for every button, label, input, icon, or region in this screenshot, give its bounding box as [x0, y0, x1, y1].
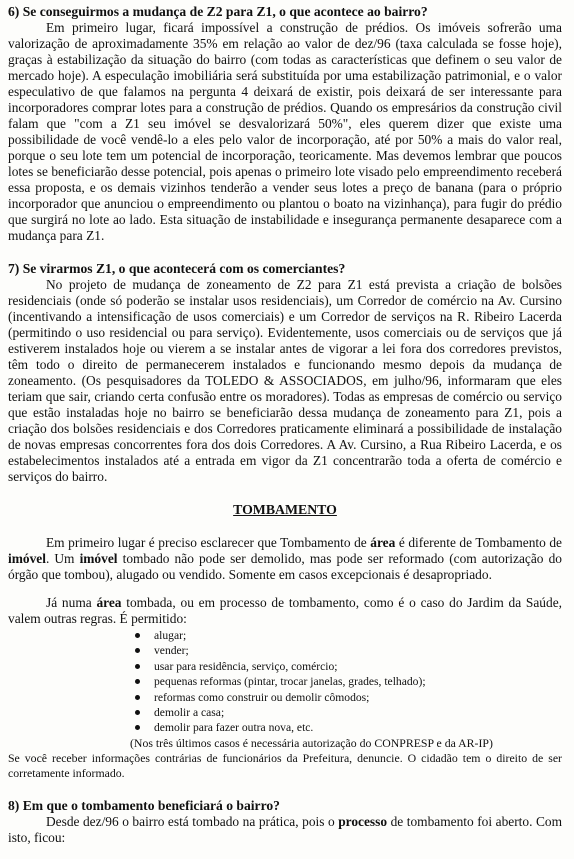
bullet-icon — [135, 664, 140, 669]
list-item-text: pequenas reformas (pintar, trocar janelas, grades, telhado); — [154, 675, 426, 689]
emphasis-area: área — [370, 535, 396, 550]
section-7-heading: 7) Se virarmos Z1, o que acontecerá com os comerciantes? — [8, 261, 346, 276]
text: . Um — [45, 551, 80, 566]
bullet-icon — [135, 648, 140, 653]
bullet-icon — [135, 710, 140, 715]
section-7-body: No projeto de mudança de zoneamento de Z2 para Z1 está prevista a criação de bolsões residenciais (onde só poderão se instalar usos residenciais), um Corredor de comércio na Av. Cursino (incentivando a intensificação de usos comerciais) e um Corredor de serviços na R. Ribeiro Lacerda (permitindo o uso residencial ou para serviço). Evidentemente, usos comerciais ou de serviços que já estiverem instalados hoje ou vierem a se instalar antes de vigorar a lei fora dos corredores previstos, têm todo o direito de permanecerem instalados e funcionando mesmo depois da mudança de zoneamento. (Os pesquisadores da TOLEDO & ASSOCIADOS, em julho/96, informaram que eles teriam que sair, criando certa confusão entre os moradores). Todas as empresas de comércio ou serviço que estão instaladas hoje no bairro se beneficiarão dessa mudança de zoneamento para Z1, pois a criação dos bolsões residenciais e dos Corredores praticamente eliminará a possibilidade de instalação de novas empresas concorrentes fora dos dois Corredores. A Av. Cursino, a Rua Ribeiro Lacerda, e os estabelecimentos instalados até a entrada em vigor da Z1 concentrarão toda a oferta de comércio e serviços do bairro. — [8, 277, 562, 484]
list-item-text: vender; — [154, 644, 189, 658]
section-6-body: Em primeiro lugar, ficará impossível a construção de prédios. Os imóveis sofrerão uma valorização de aproximadamente 35% em relação ao valor de dez/96 (taxa calculada se fosse hoje), graças à estabilização da situação do bairro (com todas as características que definem o seu valor de mercado hoje). A especulação imobiliária será substituída por uma estabilização patrimonial, e o valor especulativo de que falamos na pergunta 4 deixará de existir, pois deixará de ser interessante para incorporadores comprar lotes para a construção de prédios. Quando os empresários da construção civil falam que "com a Z1 seu imóvel se desvalorizará 50%", eles querem dizer que existe uma possibilidade de você vendê-lo a eles pelo valor de incorporação, até por 50% a mais do valor real, porque o seu lote tem um potencial de incorporação, teoricamente. Mas devemos lembrar que poucos lotes se beneficiarão desse potencial, pois apenas o primeiro lote visado pelo empreendimento receberá essa proposta, e os demais vizinhos tenderão a vender seus lotes a preço de banana (para o próprio incorporador que anunciou o empreendimento ou plantou o boato na vizinhança), para fugir do prédio que surgirá no lote ao lado. Esta situação de instabilidade e insegurança permanente desaparece com a mudança para Z1. — [8, 20, 562, 243]
section-8-heading: 8) Em que o tombamento beneficiará o bairro? — [8, 797, 280, 813]
tombamento-paragraph-1 — [8, 535, 562, 583]
list-item-text: demolir para fazer outra nova, etc. — [154, 721, 314, 735]
tombamento-paragraph-2 — [8, 595, 562, 627]
list-item — [132, 674, 562, 689]
bullet-icon — [135, 695, 140, 700]
bullet-icon — [135, 633, 140, 638]
permitted-list — [8, 628, 562, 736]
text: tombada, ou em processo de tombamento, como é o caso do Jardim da Saúde, valem outras regras. É permitido: — [8, 595, 562, 626]
text: tombado não pode ser demolido, mas pode ser reformado (com autorização do órgão que tombou), alugado ou vendido. Somente em casos excepcionais é desapropriado. — [8, 551, 562, 582]
list-item — [132, 659, 562, 674]
list-item — [132, 705, 562, 720]
list-item — [132, 643, 562, 658]
bullet-icon — [135, 725, 140, 730]
list-item-text: usar para residência, serviço, comércio; — [154, 659, 338, 673]
emphasis-area: área — [96, 595, 122, 610]
list-item-text: reformas como construir ou demolir cômodos; — [154, 690, 370, 704]
bullet-icon — [135, 679, 140, 684]
list-item-text: demolir a casa; — [154, 706, 225, 720]
list-item-text: alugar; — [154, 629, 187, 642]
text: Já numa — [46, 595, 97, 610]
emphasis-processo: processo — [338, 813, 388, 829]
text: Desde dez/96 o bairro está tombado na prática, pois o — [46, 813, 339, 829]
denounce-notice: Se você receber informações contrárias de funcionários da Prefeitura, denuncie. O cidadão tem o direito de ser corretamente informado. — [8, 750, 562, 780]
section-8-body — [8, 814, 562, 846]
text: Em primeiro lugar é preciso esclarecer que Tombamento de — [46, 535, 371, 550]
emphasis-imovel: imóvel — [8, 551, 46, 566]
emphasis-imovel: imóvel — [79, 551, 118, 566]
authorization-note: (Nos três últimos casos é necessária autorização do CONPRESP e da AR-IP) — [130, 735, 493, 750]
list-item — [132, 628, 562, 643]
tombamento-title: TOMBAMENTO — [233, 502, 337, 517]
text: de tombamento foi aberto. Com isto, ficou: — [8, 813, 562, 845]
list-item — [132, 690, 562, 705]
section-6-heading: 6) Se conseguirmos a mudança de Z2 para Z1, o que acontece ao bairro? — [8, 4, 428, 19]
list-item — [132, 720, 562, 735]
text: é diferente de Tombamento de — [395, 535, 562, 550]
